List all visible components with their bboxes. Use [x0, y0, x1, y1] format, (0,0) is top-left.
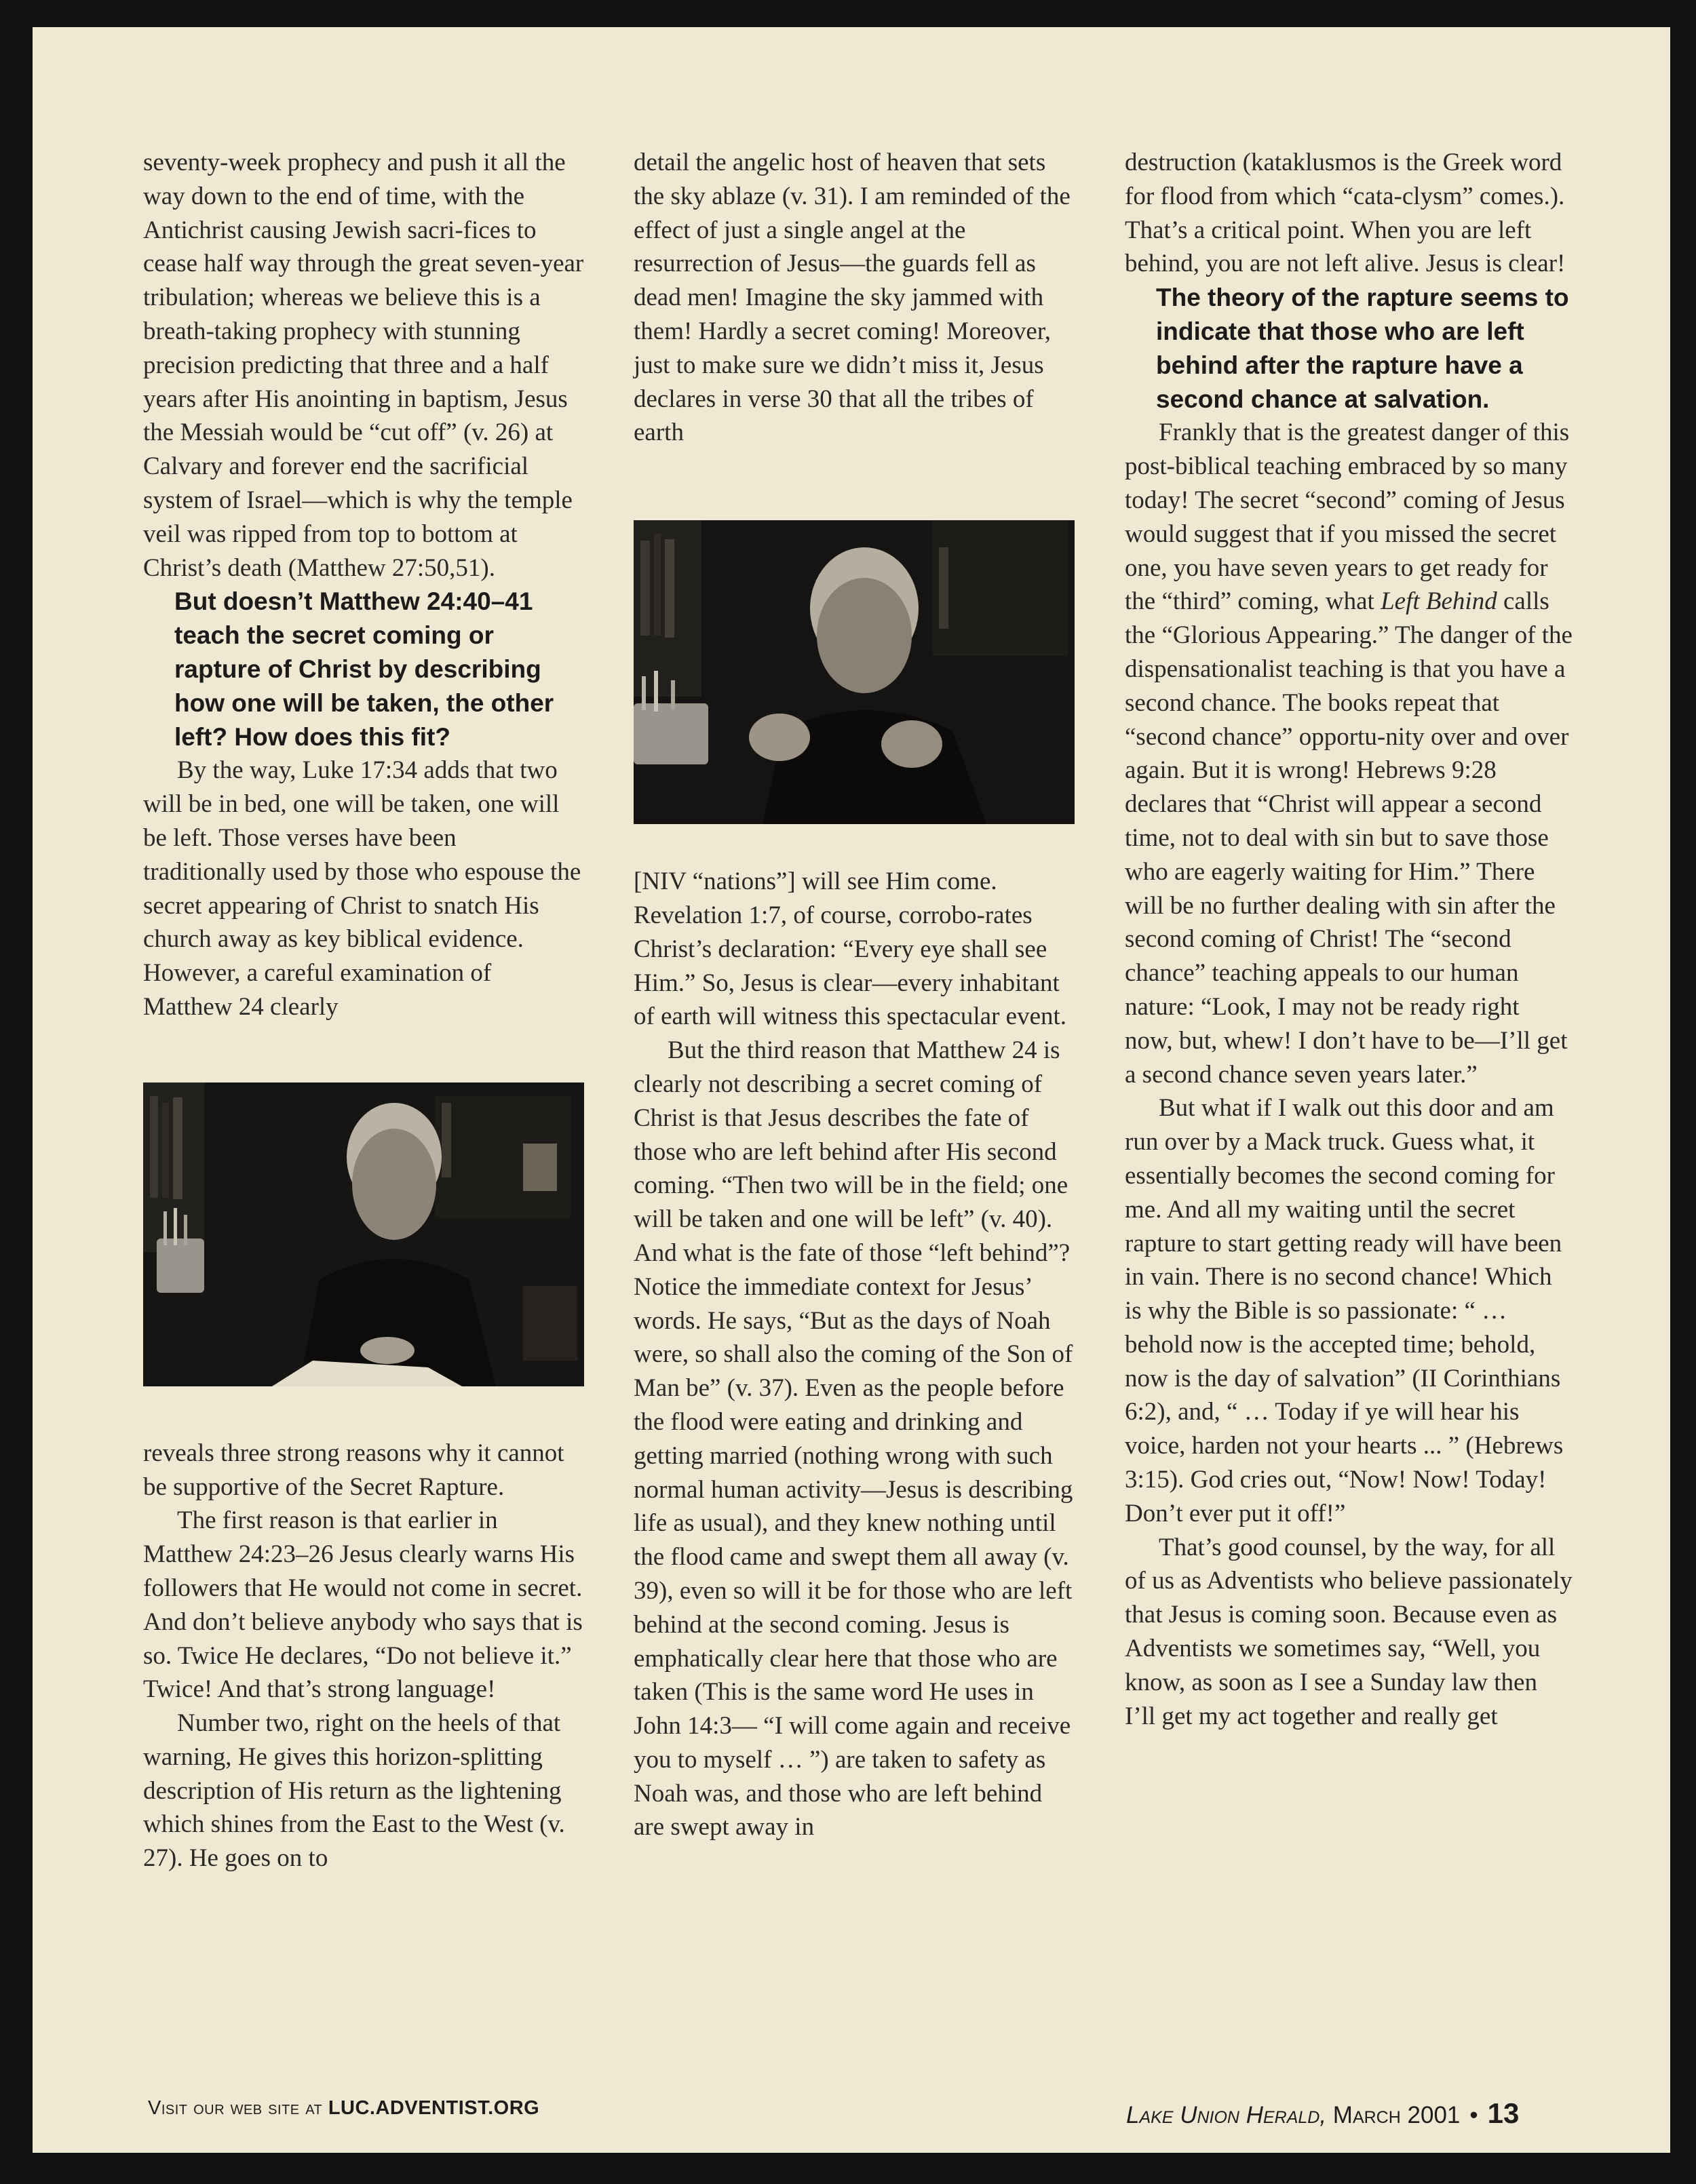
photo-speaker-gesturing [634, 520, 1075, 824]
paragraph-3-2 [1125, 416, 1573, 1091]
footer-website-label: Visit our web site at [148, 2097, 328, 2119]
footer-website-url[interactable]: LUC.ADVENTIST.ORG [328, 2097, 540, 2119]
paragraph-1-1: seventy-week prophecy and push it all the way down to the end of time, with the Antichrist causing Jewish sacri-fices to cease half way through the great seven-year tribulation; whereas we believe this is a breath-taking prophecy with stunning precision predicting that three and a half years after His anointing in baptism, Jesus the Messiah would be “cut off” (v. 26) at Calvary and forever end the sacrificial system of Israel—which is why the temple veil was ripped from top to bottom at Christ’s death (Matthew 27:50,51). [143, 149, 584, 582]
paragraph-text: calls the “Glorious Appearing.” The danger of the dispensationalist teaching is that you have a second chance. The books repeat that “second chance” opportu-nity over and over again. But it is wrong! Hebrews 9:28 declares that “Christ will appear a second time, not to deal with sin but to save those who are eagerly waiting for Him.” There will be no further dealing with sin after the second coming of Christ! The “second chance” teaching appeals to our human nature: “Look, I may not be ready right now, but, whew! I don’t have to be—I’ll get a second chance seven years later.” [1125, 587, 1573, 1089]
paragraph-3-4: That’s good counsel, by the way, for all of us as Adventists who believe passionately that Jesus is coming soon. Because even as Adventists we sometimes say, “Well, you know, as soon as I see a Sunday law then I’ll get my act together and really get [1125, 1533, 1573, 1730]
book-title: Left Behind [1381, 587, 1497, 616]
magazine-page [33, 27, 1670, 2153]
footer-issue-date: March 2001 [1326, 2102, 1461, 2128]
paragraph-1-4: The first reason is that earlier in Matthew 24:23–26 Jesus clearly warns His followers that He would not come in secret. And don’t believe anybody who says that is so. Twice He declares, “Do not believe it.” Twice! And that’s strong language! [143, 1506, 583, 1704]
question-heading-3-1: The theory of the rapture seems to indicate that those who are left behind after the rapture have a second chance at salvation. [1156, 284, 1569, 413]
paragraph-2-1: detail the angelic host of heaven that sets the sky ablaze (v. 31). I am reminded of the effect of just a single angel at the resurrection of Jesus—the guards fell as dead men! Imagine the sky jammed with them! Hardly a secret coming! Moreover, just to make sure we didn’t miss it, Jesus declares in verse 30 that all the tribes of earth [634, 149, 1071, 447]
footer-website [148, 2097, 539, 2120]
page-number: 13 [1487, 2097, 1520, 2129]
text-column-3 [1125, 146, 1573, 1733]
question-heading-1-1: But doesn’t Matthew 24:40–41 teach the secret coming or rapture of Christ by describing how one will be taken, the other left? How does this fit? [174, 587, 554, 751]
paragraph-2-2: [NIV “nations”] will see Him come. Revelation 1:7, of course, corrobo-rates Christ’s declaration: “Every eye shall see Him.” So, Jesus is clear—every inhabitant of earth will witness this spectacular event. [634, 867, 1067, 1031]
footer-publication-title: Lake Union Herald, [1126, 2102, 1327, 2128]
footer-separator: • [1469, 2102, 1478, 2128]
paragraph-3-3: But what if I walk out this door and am run over by a Mack truck. Guess what, it essentially becomes the second coming for me. And all my waiting until the secret rapture to start getting ready will have been in vain. There is no second chance! Which is why the Bible is so passionate: “ … behold now is the accepted time; behold, now is the day of salvation” (II Corinthians 6:2), and, “ … Today if ye will hear his voice, harden not your hearts ... ” (Hebrews 3:15). God cries out, “Now! Now! Today! Don’t ever put it off!” [1125, 1094, 1564, 1527]
paragraph-3-1: destruction (kataklusmos is the Greek word for flood from which “cata-clysm” comes.). That’s a critical point. When you are left behind, you are not left alive. Jesus is clear! [1125, 149, 1566, 278]
text-column-2 [634, 146, 1075, 1844]
footer-issue [1126, 2097, 1519, 2130]
paragraph-1-5: Number two, right on the heels of that warning, He gives this horizon-splitting description of His return as the lightening which shines from the East to the West (v. 27). He goes on to [143, 1709, 565, 1873]
photo-speaker-reading [143, 1083, 584, 1386]
paragraph-2-3: But the third reason that Matthew 24 is clearly not describing a secret coming of Christ is that Jesus describes the fate of those who are left behind after His second coming. “Then two will be in the field; one will be taken and one will be left” (v. 40). And what is the fate of those “left behind”? Notice the immediate context for Jesus’ words. He says, “But as the days of Noah were, so shall also the coming of the Son of Man be” (v. 37). Even as the people before the flood were eating and drinking and getting married (nothing wrong with such normal human activity—Jesus is describing life as usual), and they knew nothing until the flood came and swept them all away (v. 39), even so will it be for those who are left behind at the second coming. Jesus is emphatically clear here that those who are taken (This is the same word He uses in John 14:3— “I will come again and receive you to myself … ”) are taken to safety as Noah was, and those who are left behind are swept away in [634, 1036, 1073, 1841]
paragraph-text: Frankly that is the greatest danger of this post-biblical teaching embraced by so many today! The secret “second” coming of Jesus would suggest that if you missed the secret one, you have seven years to get ready for the “third” coming, what [1125, 418, 1570, 616]
paragraph-1-2: By the way, Luke 17:34 adds that two will be in bed, one will be taken, one will be left. Those verses have been traditionally used by those who espouse the secret appearing of Christ to snatch His church away as key biblical evidence. However, a careful examination of Matthew 24 clearly [143, 756, 581, 1021]
paragraph-1-3: reveals three strong reasons why it cannot be supportive of the Secret Rapture. [143, 1439, 564, 1501]
text-column-1 [143, 146, 584, 1875]
